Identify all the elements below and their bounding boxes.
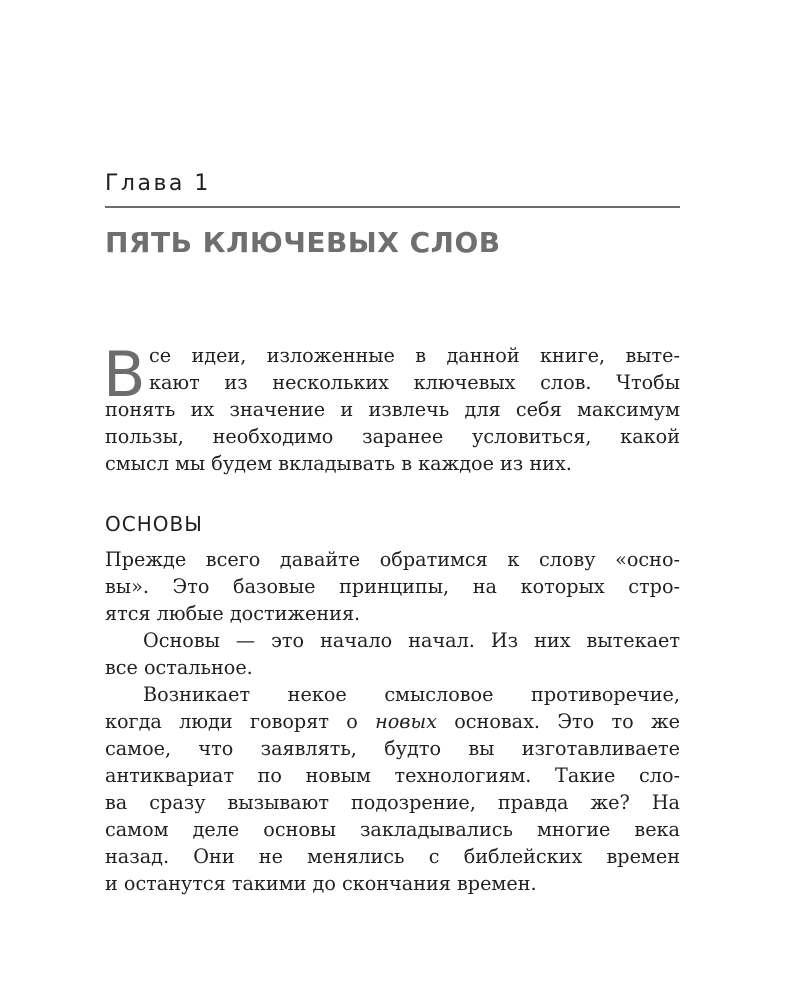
section-heading: ОСНОВЫ bbox=[105, 512, 203, 536]
text-line: Возникает некое смысловое противоречие, bbox=[143, 683, 680, 706]
text-line: смысл мы будем вкладывать в каждое из них. bbox=[105, 452, 572, 475]
text-line: антиквариат по новым технологиям. Такие сло- bbox=[105, 764, 680, 787]
chapter-title: ПЯТЬ КЛЮЧЕВЫХ СЛОВ bbox=[105, 226, 501, 259]
text-line: Прежде всего давайте обратимся к слову «осно- bbox=[105, 548, 680, 571]
chapter-divider bbox=[105, 206, 680, 208]
text-span: основах. Это то же bbox=[436, 710, 680, 733]
text-line: ва сразу вызывают подозрение, правда же? На bbox=[105, 791, 680, 814]
text-line: ятся любые достижения. bbox=[105, 602, 361, 625]
text-line: вы». Это базовые принципы, на которых стро- bbox=[105, 575, 680, 598]
text-line: се идеи, изложенные в данной книге, выте- bbox=[149, 344, 680, 367]
emphasized-word: новых bbox=[375, 710, 437, 733]
drop-cap: В bbox=[103, 338, 146, 411]
text-line: назад. Они не менялись с библейских времен bbox=[105, 845, 680, 868]
text-line: самом деле основы закладывались многие века bbox=[105, 818, 680, 841]
intro-paragraph bbox=[103, 338, 680, 477]
text-line: понять их значение и извлечь для себя максимум bbox=[105, 398, 680, 421]
text-line: самое, что заявлять, будто вы изготавливаете bbox=[105, 737, 680, 760]
text-line: Основы — это начало начал. Из них вытекает bbox=[143, 629, 680, 652]
text-line: все остальное. bbox=[105, 656, 253, 679]
text-line: кают из нескольких ключевых слов. Чтобы bbox=[149, 371, 680, 394]
text-line: пользы, необходимо заранее условиться, какой bbox=[105, 425, 680, 448]
text-line bbox=[105, 708, 680, 735]
text-line: и останутся такими до скончания времен. bbox=[105, 872, 537, 895]
chapter-label: Глава 1 bbox=[105, 171, 211, 196]
text-span: когда люди говорят о bbox=[105, 710, 376, 733]
section-body bbox=[105, 546, 680, 897]
